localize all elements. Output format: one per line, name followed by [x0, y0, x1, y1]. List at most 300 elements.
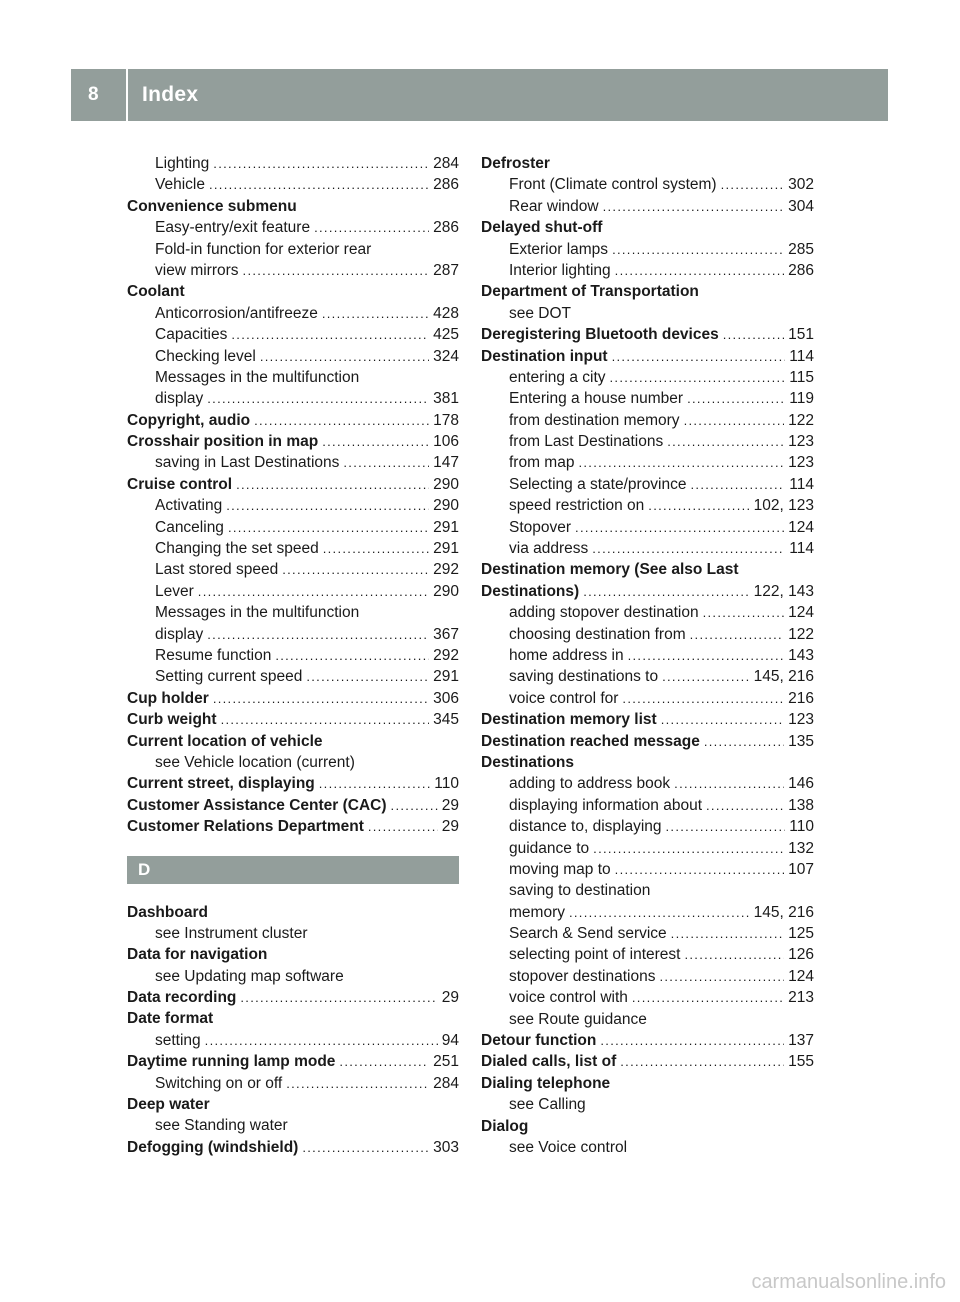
entry-label: Capacities: [155, 326, 228, 344]
entry-page-ref[interactable]: 137: [788, 1032, 814, 1050]
entry-label: Vehicle: [155, 176, 205, 194]
entry-page-ref[interactable]: 216: [788, 689, 814, 707]
index-entry: [481, 795, 814, 816]
index-entry: [127, 666, 459, 687]
entry-label: Delayed shut-off: [481, 219, 603, 237]
dot-leader: [578, 452, 784, 473]
entry-page-ref[interactable]: 178: [433, 411, 459, 429]
dot-leader: [610, 367, 786, 388]
index-entry: [127, 324, 459, 345]
dot-leader: [319, 773, 431, 794]
entry-label: Coolant: [127, 283, 185, 301]
dot-leader: [662, 666, 750, 687]
dot-leader: [723, 324, 784, 345]
index-entry: [481, 581, 814, 602]
dot-leader: [592, 538, 785, 559]
dot-leader: [612, 346, 786, 367]
dot-leader: [240, 987, 437, 1008]
index-entry: [481, 902, 814, 923]
index-entry: [481, 174, 814, 195]
entry-label: Daytime running lamp mode: [127, 1053, 336, 1071]
index-entry: [481, 731, 814, 752]
entry-page-ref[interactable]: 145, 216: [753, 668, 814, 686]
entry-label: see Vehicle location (current): [155, 753, 355, 771]
index-entry: [127, 174, 459, 195]
entry-label: Cruise control: [127, 475, 233, 493]
index-entry: [127, 260, 459, 281]
dot-leader: [209, 174, 429, 195]
entry-label: Defroster: [481, 155, 550, 172]
entry-label: Easy-entry/exit feature: [155, 219, 311, 237]
entry-page-ref[interactable]: 251: [433, 1053, 459, 1071]
entry-page-ref[interactable]: 122: [788, 411, 814, 429]
index-entry: [127, 388, 459, 409]
entry-label: Deregistering Bluetooth devices: [481, 326, 719, 344]
entry-page-ref[interactable]: 284: [433, 1074, 459, 1092]
dot-leader: [286, 1073, 429, 1094]
index-entry: [127, 1008, 459, 1029]
index-entry: [127, 410, 459, 431]
index-entry: [481, 538, 814, 559]
entry-label: see Standing water: [155, 1117, 288, 1135]
entry-label: Messages in the multifunction: [155, 604, 360, 622]
index-entry: [481, 752, 814, 773]
index-entry: [127, 239, 459, 260]
index-entry: [127, 217, 459, 238]
index-entry: [481, 517, 814, 538]
entry-page-ref[interactable]: 114: [789, 540, 814, 558]
entry-label: saving to destination: [509, 882, 651, 900]
entry-page-ref[interactable]: 124: [788, 967, 814, 985]
entry-label: guidance to: [509, 839, 590, 857]
entry-page-ref[interactable]: 147: [433, 454, 459, 472]
dot-leader: [593, 838, 784, 859]
entry-label: Search & Send service: [509, 925, 667, 943]
entry-page-ref[interactable]: 123: [788, 433, 814, 451]
entry-label: Data recording: [127, 989, 237, 1007]
index-entry: [481, 688, 814, 709]
entry-page-ref[interactable]: 123: [788, 711, 814, 729]
index-entry: [127, 987, 459, 1008]
entry-label: Date format: [127, 1010, 214, 1028]
entry-label: Data for navigation: [127, 946, 268, 964]
entry-page-ref[interactable]: 135: [788, 732, 814, 750]
entry-page-ref[interactable]: 125: [788, 925, 814, 943]
entry-page-ref[interactable]: 107: [788, 860, 814, 878]
index-entry: [127, 495, 459, 516]
index-entry: [481, 645, 814, 666]
index-entry: [481, 346, 814, 367]
index-entry: [481, 367, 814, 388]
index-entry: [481, 1030, 814, 1051]
entry-label: see Calling: [509, 1096, 586, 1114]
entry-label: Exterior lamps: [509, 240, 609, 258]
entry-page-ref[interactable]: 425: [433, 326, 459, 344]
index-entry: [127, 1030, 459, 1051]
dot-leader: [666, 816, 786, 837]
entry-label: Detour function: [481, 1032, 597, 1050]
entry-label: Destinations): [481, 582, 580, 600]
section-heading: D: [127, 856, 459, 884]
index-entry: [127, 474, 459, 495]
entry-label: Destination input: [481, 347, 608, 365]
index-entry: [127, 795, 459, 816]
entry-page-ref[interactable]: 29: [441, 818, 459, 836]
entry-label: Deep water: [127, 1096, 210, 1114]
entry-label: distance to, displaying: [509, 818, 662, 836]
entry-label: Resume function: [155, 646, 272, 664]
index-entry: [127, 559, 459, 580]
entry-page-ref[interactable]: 155: [788, 1053, 814, 1071]
entry-page-ref[interactable]: 115: [789, 368, 814, 386]
entry-label: Copyright, audio: [127, 411, 251, 429]
dot-leader: [603, 196, 785, 217]
entry-label: stopover destinations: [509, 967, 656, 985]
dot-leader: [314, 217, 429, 238]
entry-label: from Last Destinations: [509, 433, 664, 451]
entry-label: Stopover: [509, 518, 572, 536]
dot-leader: [690, 624, 784, 645]
entry-label: see Route guidance: [509, 1010, 647, 1028]
entry-page-ref[interactable]: 367: [433, 625, 459, 643]
entry-page-ref[interactable]: 292: [433, 646, 459, 664]
index-entry: [481, 1137, 814, 1158]
index-entry: [127, 923, 459, 944]
entry-page-ref[interactable]: 123: [788, 454, 814, 472]
index-entry: [127, 452, 459, 473]
entry-label: see Instrument cluster: [155, 924, 308, 942]
index-entry: [481, 239, 814, 260]
dot-leader: [583, 581, 749, 602]
index-entry: [481, 1051, 814, 1072]
entry-page-ref[interactable]: 119: [789, 390, 814, 408]
entry-label: saving in Last Destinations: [155, 454, 340, 472]
dot-leader: [648, 495, 749, 516]
index-entry: [127, 367, 459, 388]
entry-page-ref[interactable]: 285: [788, 240, 814, 258]
entry-page-ref[interactable]: 145, 216: [753, 903, 814, 921]
dot-leader: [615, 260, 784, 281]
dot-leader: [667, 431, 784, 452]
index-entry: [127, 1073, 459, 1094]
entry-label: Messages in the multifunction: [155, 368, 360, 386]
index-entry: [127, 581, 459, 602]
index-entry: [481, 1073, 814, 1094]
dot-leader: [684, 944, 784, 965]
entry-label: display: [155, 625, 204, 643]
index-entry: [481, 324, 814, 345]
entry-page-ref[interactable]: 286: [433, 219, 459, 237]
dot-leader: [368, 816, 438, 837]
dot-leader: [620, 1051, 784, 1072]
entry-label: Department of Transportation: [481, 283, 699, 301]
dot-leader: [254, 410, 429, 431]
dot-leader: [306, 666, 429, 687]
entry-label: Canceling: [155, 518, 224, 536]
entry-page-ref[interactable]: 324: [433, 347, 459, 365]
index-entry: [481, 303, 814, 324]
entry-label: from destination memory: [509, 411, 680, 429]
index-entry: [127, 602, 459, 623]
index-entry: [481, 709, 814, 730]
index-entry: [481, 602, 814, 623]
index-entry: [481, 495, 814, 516]
entry-label: Interior lighting: [509, 261, 611, 279]
index-entry: [127, 346, 459, 367]
dot-leader: [721, 174, 785, 195]
entry-label: Destination memory (See also Last: [481, 561, 739, 579]
entry-page-ref[interactable]: 381: [433, 390, 459, 408]
entry-label: moving map to: [509, 860, 611, 878]
entry-label: Changing the set speed: [155, 540, 319, 558]
index-entry: [481, 880, 814, 901]
entry-label: Customer Assistance Center (CAC): [127, 796, 387, 814]
index-entry: [481, 281, 814, 302]
entry-label: Crosshair position in map: [127, 433, 319, 451]
entry-page-ref[interactable]: 124: [788, 518, 814, 536]
entry-page-ref[interactable]: 94: [441, 1031, 459, 1049]
index-entry: [127, 645, 459, 666]
index-column-right: [481, 153, 814, 1158]
entry-page-ref[interactable]: 302: [788, 176, 814, 194]
dot-leader: [198, 581, 429, 602]
entry-label: see DOT: [509, 304, 572, 322]
index-entry: [481, 816, 814, 837]
entry-page-ref[interactable]: 138: [788, 796, 814, 814]
entry-label: via address: [509, 540, 589, 558]
dot-leader: [207, 388, 429, 409]
page-title: Index: [142, 83, 199, 106]
dot-leader: [615, 859, 784, 880]
dot-leader: [622, 688, 784, 709]
entry-label: Dashboard: [127, 903, 208, 921]
entry-label: saving destinations to: [509, 668, 659, 686]
entry-label: Front (Climate control system): [509, 176, 717, 194]
entry-page-ref[interactable]: 213: [788, 989, 814, 1007]
index-entry: [481, 1094, 814, 1115]
entry-label: Lighting: [155, 155, 210, 172]
entry-page-ref[interactable]: 106: [433, 433, 459, 451]
index-entry: [481, 838, 814, 859]
dot-leader: [684, 410, 785, 431]
index-entry: [481, 666, 814, 687]
dot-leader: [391, 795, 438, 816]
entry-page-ref[interactable]: 304: [788, 197, 814, 215]
index-entry: [127, 966, 459, 987]
index-entry: [481, 559, 814, 580]
dot-leader: [243, 260, 430, 281]
index-entry: [481, 410, 814, 431]
entry-page-ref[interactable]: 303: [433, 1138, 459, 1156]
entry-label: view mirrors: [155, 261, 239, 279]
page-number: 8: [88, 84, 99, 105]
entry-page-ref[interactable]: 345: [433, 711, 459, 729]
index-entry: [127, 517, 459, 538]
entry-page-ref[interactable]: 29: [441, 796, 459, 814]
entry-label: setting: [155, 1031, 201, 1049]
entry-page-ref[interactable]: 306: [433, 689, 459, 707]
entry-page-ref[interactable]: 290: [433, 497, 459, 515]
dot-leader: [207, 624, 429, 645]
dot-leader: [628, 645, 785, 666]
entry-label: Dialog: [481, 1117, 529, 1135]
index-entry: [481, 859, 814, 880]
index-entry: [481, 217, 814, 238]
entry-page-ref[interactable]: 114: [789, 475, 814, 493]
index-entry: [127, 431, 459, 452]
entry-label: Last stored speed: [155, 561, 279, 579]
dot-leader: [228, 517, 429, 538]
dot-leader: [600, 1030, 784, 1051]
dot-leader: [231, 324, 429, 345]
dot-leader: [706, 795, 784, 816]
entry-label: adding to address book: [509, 775, 671, 793]
entry-page-ref[interactable]: 291: [433, 668, 459, 686]
index-entry: [127, 196, 459, 217]
dot-leader: [226, 495, 429, 516]
dot-leader: [659, 966, 784, 987]
entry-label: voice control with: [509, 989, 628, 1007]
dot-leader: [569, 902, 750, 923]
entry-label: Lever: [155, 582, 194, 600]
entry-page-ref[interactable]: 286: [433, 176, 459, 194]
entry-page-ref[interactable]: 110: [434, 775, 459, 793]
index-entry: [481, 1009, 814, 1030]
dot-leader: [703, 602, 785, 623]
entry-label: Destination memory list: [481, 711, 657, 729]
dot-leader: [205, 1030, 438, 1051]
index-entry: [481, 431, 814, 452]
entry-page-ref[interactable]: 124: [788, 604, 814, 622]
dot-leader: [302, 1137, 429, 1158]
dot-leader: [674, 773, 784, 794]
index-entry: [127, 1115, 459, 1136]
index-entry: [481, 196, 814, 217]
index-entry: [127, 688, 459, 709]
entry-page-ref[interactable]: 29: [441, 989, 459, 1007]
entry-page-ref[interactable]: 151: [788, 326, 814, 344]
entry-label: Dialed calls, list of: [481, 1053, 617, 1071]
dot-leader: [575, 517, 784, 538]
index-entry: [127, 1051, 459, 1072]
entry-page-ref[interactable]: 290: [433, 582, 459, 600]
entry-label: speed restriction on: [509, 497, 645, 515]
entry-label: Dialing telephone: [481, 1074, 611, 1092]
entry-label: Cup holder: [127, 689, 209, 707]
entry-label: displaying information about: [509, 796, 703, 814]
entry-label: Customer Relations Department: [127, 818, 364, 836]
entry-page-ref[interactable]: 132: [788, 839, 814, 857]
entry-label: Switching on or off: [155, 1074, 283, 1092]
entry-label: Defogging (windshield): [127, 1138, 299, 1156]
entry-label: voice control for: [509, 689, 619, 707]
entry-page-ref[interactable]: 291: [433, 540, 459, 558]
entry-label: see Voice control: [509, 1138, 628, 1156]
entry-label: adding stopover destination: [509, 604, 699, 622]
dot-leader: [236, 474, 429, 495]
index-entry: [127, 731, 459, 752]
index-entry: [127, 624, 459, 645]
index-entry: [481, 452, 814, 473]
entry-label: Curb weight: [127, 711, 217, 729]
index-entry: [127, 538, 459, 559]
entry-page-ref[interactable]: 146: [788, 775, 814, 793]
index-entry: [481, 388, 814, 409]
dot-leader: [213, 153, 429, 174]
entry-page-ref[interactable]: 114: [789, 347, 814, 365]
entry-page-ref[interactable]: 110: [789, 818, 814, 836]
index-entry: [481, 944, 814, 965]
index-entry: [127, 1094, 459, 1115]
entry-page-ref[interactable]: 126: [788, 946, 814, 964]
entry-label: Current location of vehicle: [127, 732, 323, 750]
index-entry: [127, 281, 459, 302]
entry-page-ref[interactable]: 291: [433, 518, 459, 536]
entry-page-ref[interactable]: 286: [788, 261, 814, 279]
index-entry: [481, 474, 814, 495]
index-entry: [127, 303, 459, 324]
dot-leader: [282, 559, 429, 580]
dot-leader: [687, 388, 785, 409]
index-entry: [127, 944, 459, 965]
entry-label: Entering a house number: [509, 390, 684, 408]
entry-page-ref[interactable]: 122: [788, 625, 814, 643]
index-entry: [127, 709, 459, 730]
entry-label: Destination reached message: [481, 732, 700, 750]
entry-page-ref[interactable]: 143: [788, 646, 814, 664]
entry-label: memory: [509, 903, 565, 921]
entry-label: entering a city: [509, 368, 606, 386]
index-entry: [127, 1137, 459, 1158]
index-entry: [481, 987, 814, 1008]
dot-leader: [632, 987, 784, 1008]
index-column-left: [127, 153, 459, 1158]
entry-page-ref[interactable]: 428: [433, 304, 459, 322]
entry-label: Anticorrosion/antifreeze: [155, 304, 318, 322]
entry-label: Checking level: [155, 347, 256, 365]
entry-page-ref[interactable]: 284: [433, 155, 459, 172]
dot-leader: [213, 688, 429, 709]
dot-leader: [704, 731, 784, 752]
entry-label: Destinations: [481, 753, 575, 771]
dot-leader: [323, 538, 429, 559]
entry-page-ref[interactable]: 122, 143: [753, 582, 814, 600]
header-divider: [126, 69, 128, 121]
dot-leader: [691, 474, 786, 495]
entry-label: Current street, displaying: [127, 775, 315, 793]
entry-label: Setting current speed: [155, 668, 303, 686]
entry-page-ref[interactable]: 292: [433, 561, 459, 579]
index-entry: [127, 752, 459, 773]
entry-label: home address in: [509, 646, 624, 664]
index-entry: [127, 153, 459, 174]
index-entry: [127, 773, 459, 794]
index-entry: [481, 966, 814, 987]
entry-page-ref[interactable]: 287: [433, 261, 459, 279]
entry-page-ref[interactable]: 290: [433, 475, 459, 493]
dot-leader: [260, 346, 429, 367]
entry-page-ref[interactable]: 102, 123: [753, 497, 814, 515]
entry-label: from map: [509, 454, 575, 472]
watermark: carmanualsonline.info: [751, 1271, 946, 1293]
index-entry: [481, 153, 814, 174]
dot-leader: [661, 709, 784, 730]
entry-label: choosing destination from: [509, 625, 686, 643]
entry-label: selecting point of interest: [509, 946, 681, 964]
dot-leader: [322, 303, 429, 324]
entry-label: display: [155, 390, 204, 408]
index-entry: [481, 260, 814, 281]
